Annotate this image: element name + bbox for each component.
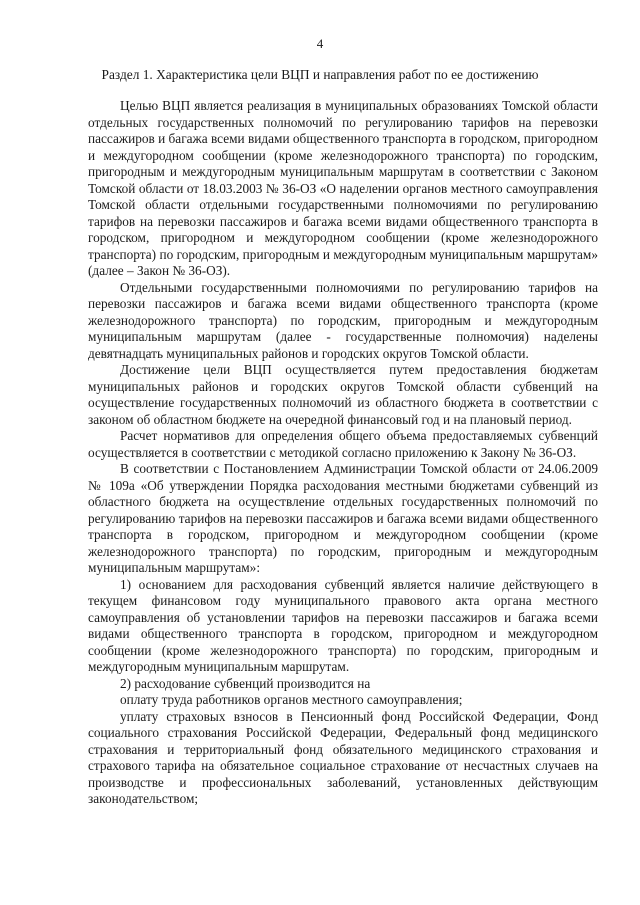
paragraph-achievement: Достижение цели ВЦП осуществляется путем предоставления бюджетам муниципальных районов и городских округов Томской области субвенций на осуществление государственных полномочий из областного бюджета в соответствии с законом об областном бюджете на очередной финансовый год и на плановый период. [88, 362, 598, 427]
section-title: Раздел 1. Характеристика цели ВЦП и направления работ по ее достижению [101, 67, 539, 82]
paragraph-goal: Целью ВЦП является реализация в муниципальных образованиях Томской области отдельных государственных полномочий по регулированию тарифов на перевозки пассажиров и багажа всеми видами общественного транспорта в городском, пригородном и междугородном сообщении (кроме железнодорожного транспорта) по городским, пригородным и междугородным муниципальным маршрутам в соответствии с Законом Томской области от 18.03.2003 № 36-ОЗ «О наделении органов местного самоуправления Томской области отдельными государственными полномочиями по регулированию тарифов на перевозки пассажиров и багажа всеми видами общественного транспорта в городском, пригородном и междугородном сообщении (кроме железнодорожного транспорта) по городским, пригородным и междугородным муниципальным маршрутам» (далее – Закон № 36-ОЗ). [88, 98, 599, 278]
paragraph-item-1: 1) основанием для расходования субвенций является наличие действующего в текущем финансовом году муниципального правового акта органа местного самоуправления об установлении тарифов на перевозки пассажиров и багажа всеми видами общественного транспорта в городском, пригородном и междугородном сообщении (кроме железнодорожного транспорта) по городским, пригородным и междугородным муниципальным маршрутам. [88, 576, 598, 674]
paragraph-item-2: 2) расходование субвенций производится на [120, 675, 371, 691]
paragraph-decree: В соответствии с Постановлением Администрации Томской области от 24.06.2009 № 109а «Об утверждении Порядка расходования местными бюджетами субвенций из областного бюджета на осуществление отдельных государственных полномочий по регулированию тарифов на перевозки пассажиров и багажа всеми видами общественного транспорта в городском, пригородном и междугородном сообщении (кроме железнодорожного транспорта) по городским, пригородным и междугородным муниципальным маршрутам»: [88, 461, 598, 575]
document-body [88, 98, 598, 808]
paragraph-insurance: уплату страховых взносов в Пенсионный фонд Российской Федерации, Фонд социального страхования Российской Федерации, Федеральный фонд медицинского страхования и территориальный фонд обязательного медицинского страхования и страхового тарифа на обязательное социальное страхование от несчастных случаев на производстве и профессиональных заболеваний, установленных действующим законодательством; [88, 708, 598, 806]
paragraph-powers: Отдельными государственными полномочиями по регулированию тарифов на перевозки пассажиров и багажа всеми видами общественного транспорта (кроме железнодорожного транспорта) по городским, пригородным и междугородным муниципальным маршрутам (далее - государственные полномочия) наделены девятнадцать муниципальных районов и городских округов Томской области. [88, 279, 598, 361]
paragraph-calculation: Расчет нормативов для определения общего объема предоставляемых субвенций осуществляется в соответствии с методикой согласно приложению к Закону № 36-ОЗ. [88, 428, 598, 460]
paragraph-salary: оплату труда работников органов местного самоуправления; [120, 692, 463, 707]
page-number: 4 [316, 36, 324, 51]
